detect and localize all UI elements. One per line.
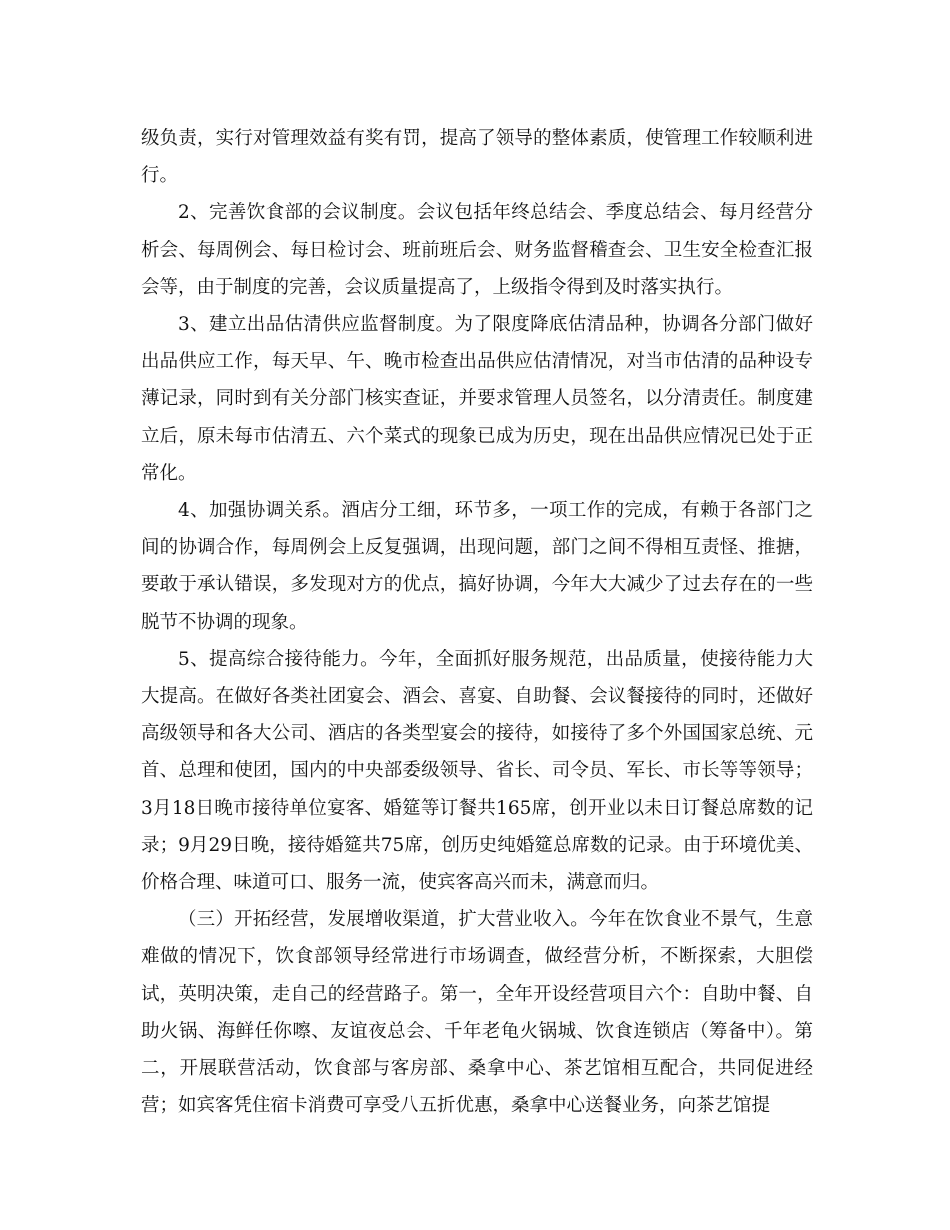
paragraph-continuation: 级负责，实行对管理效益有奖有罚，提高了领导的整体素质，使管理工作较顺利进行。: [141, 128, 813, 187]
paragraph-business-expansion: （三）开拓经营，发展增收渠道，扩大营业收入。今年在饮食业不景气，生意难做的情况下，饮食部领导经常进行市场调查，做经营分析，不断探索，大胆偿试，英明决策，走自己的经营路子。第一，全年开设经营项目六个：自助中餐、自助火锅、海鲜任你嚓、友谊夜总会、千年老龟火锅城、饮食连锁店（筹备中）。第二，开展联营活动，饮食部与客房部、桑拿中心、茶艺馆相互配合，共同促进经营；如宾客凭住宿卡消费可享受八五折优惠，桑拿中心送餐业务，向茶艺馆提: [141, 909, 813, 1117]
document-body: [141, 120, 813, 1124]
paragraph-coordination: 4、加强协调关系。酒店分工细，环节多，一项工作的完成，有赖于各部门之间的协调合作，每周例会上反复强调，出现问题，部门之间不得相互责怪、推搪，要敢于承认错误，多发现对方的优点，搞好协调，今年大大减少了过去存在的一些脱节不协调的现象。: [141, 500, 813, 633]
paragraph-reception-capacity: 5、提高综合接待能力。今年，全面抓好服务规范，出品质量，使接待能力大大提高。在做好各类社团宴会、酒会、喜宴、自助餐、会议餐接待的同时，还做好高级领导和各大公司、酒店的各类型宴会的接待，如接待了多个外国国家总统、元首、总理和使团，国内的中央部委级领导、省长、司令员、军长、市长等等领导；3月18日晚市接待单位宴客、婚筵等订餐共165席，创开业以未日订餐总席数的记录；9月29日晚，接待婚筵共75席，创历史纯婚筵总席数的记录。由于环境优美、价格合理、味道可口、服务一流，使宾客高兴而未，满意而归。: [141, 648, 813, 894]
paragraph-meeting-system: 2、完善饮食部的会议制度。会议包括年终总结会、季度总结会、每月经营分析会、每周例会、每日检讨会、班前班后会、财务监督稽查会、卫生安全检查汇报会等，由于制度的完善，会议质量提高了，上级指令得到及时落实执行。: [141, 202, 813, 298]
paragraph-supply-supervision: 3、建立出品估清供应监督制度。为了限度降底估清品种，协调各分部门做好出品供应工作，每天早、午、晚市检查出品供应估清情况，对当市估清的品种设专薄记录，同时到有关分部门核实查证，并要求管理人员签名，以分清责任。制度建立后，原未每市估清五、六个菜式的现象已成为历史，现在出品供应情况已处于正常化。: [141, 314, 813, 484]
